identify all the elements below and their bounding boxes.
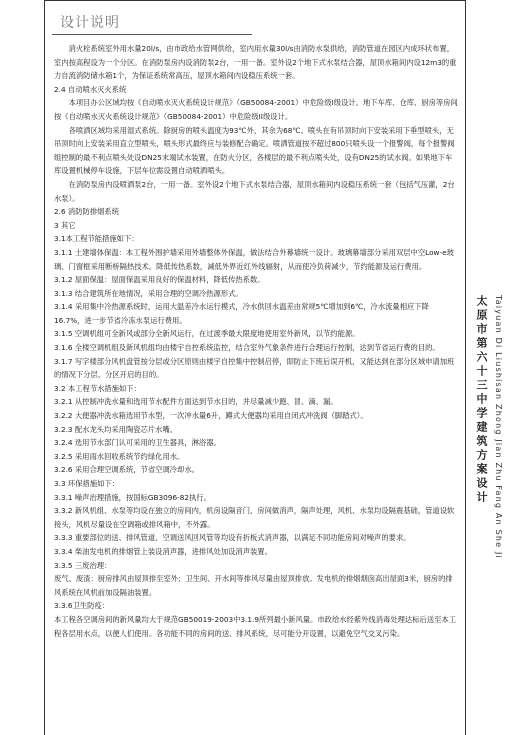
paragraph: 3.1.2 屋面保温：屋面保温采用良好的保温材料，降低传热系数。: [54, 275, 265, 285]
paragraph: 本工程各空调房间的新风量均大于规范GB50019-2003中3.1.9所列最小新风量。市政给水经紫外线消毒处理达标后送至本工程各层用水点，以便人们使用。各功能不同的房间的送、排风系统，尽可能分开设置，以避免空气交叉污染。: [54, 614, 456, 638]
paragraph: 消火栓系统室外用水量20l/s，由市政给水管网供给，室内用水量30l/s由消防水泵供给，消防管道在园区内成环状布置，室内按高程设为一个分区。在消防泵房内设消防泵2台，一用一备。室外设2个地下式水泵结合器，屋顶水箱间内设12m3的重力自流消防储水箱1个，为保证系统常高压，屋顶水箱间内设稳压系统一套。: [54, 44, 457, 81]
paragraph: 3 其它: [54, 220, 76, 230]
paragraph: 本项目办公区域均按《自动喷水灭火系统设计规范》（GB50084-2001）中危险级I级设计。地下车库、仓库、厨房等房间按《自动喷水灭火系统设计规范》（GB50084-2001）中危险级II级设计。: [54, 98, 458, 121]
paragraph: 3.2.2 大便器冲洗水箱选用节水型，一次冲水量6升，蹲式大便器均采用自闭式冲洗阀（脚踏式）。: [54, 411, 368, 421]
frame-left-line: [44, 0, 45, 735]
frame-top-line: [44, 0, 465, 1]
paragraph: 3.1.6 全楼空调机组及新风机组均由楼宇自控系统监控，结合室外气象条件进行合理运行控制，达到节省运行费的目的。: [54, 343, 440, 353]
paragraph: 3.2.4 选用节水部门认可采用的卫生器具，淋浴器。: [54, 438, 221, 448]
frame-right-line: [465, 0, 466, 735]
paragraph: 3.2.5 采用雨水回收系统节约绿化用水。: [54, 451, 185, 461]
paragraph: 3.3.2 新风机组、水泵等均设在独立的房间内，机房设隔音门，房间做消声，隔声处理，风机、水泵均设隔震基础，管道设软接头，风机尽量设在空调箱或排风箱中，不外露。: [54, 506, 455, 529]
paragraph: 2.4 自动喷水灭火系统: [54, 84, 127, 94]
paragraph: 各喷洒区域均采用湿式系统。除厨房的喷头温度为93℃外，其余为68℃。喷头在有吊顶时向下安装采用下垂型喷头，无吊顶时向上安装采用直立型喷头，喷头形式最终应与装修配合确定。喷洒管道按不超过800只喷头设一个报警阀，每个报警阀组控制的最不利点喷头处设DN25末端试水装置，在防火分区，各楼层的最不利点喷头处，设有DN25的试水阀。如果地下车库设置机械停车设施，下层车位需设置自动喷洒喷头。: [54, 125, 455, 176]
paragraph: 3.2.3 配水龙头均采用陶瓷芯片水嘴。: [54, 424, 178, 434]
paragraph: 3.2 本工程节水措施如下：: [54, 383, 141, 393]
paragraph: 3.1.5 空调机组可全新风或部分全新风运行，在过渡季最大限度地使用室外新风，以节约能源。: [54, 329, 360, 339]
paragraph: 3.1本工程节能措施如下：: [54, 234, 139, 244]
paragraph: 3.1.7 写字楼部分风机盘管按分层或分区原则由楼宇自控集中控制启停，即防止下班后误开机，又能达到在部分区域申请加班的情况下分层、分区开启的目的。: [54, 356, 455, 380]
paragraph: 3.3.5 三废治理：: [54, 560, 112, 570]
paragraph: 2.6 消防防排烟系统: [54, 207, 120, 217]
paragraph: 3.3.1 噪声治理措施，按国标GB3096-82执行。: [54, 492, 211, 502]
paragraph: 3.2.6 采用合理空调系统，节省空调冷却水。: [54, 465, 199, 475]
paragraph: 3.1.1 土建墙体保温：本工程外围护墙采用外墙整体外保温，做法结合外幕墙统一设计。玻璃幕墙部分采用双层中空Low-e玻璃、门窗框采用断桥隔热技术。降低传热系数，减低外界近红外线辐射，从而使冷负荷减少，节约能源及运行费用。: [54, 247, 454, 271]
paragraph: 废气、废渣：厨房排风由屋顶排至室外；卫生间、开水间等排风尽量由屋顶排放。发电机的排烟烟囱高出屋面3米，厨房的排风系统在风机前加设隔油装置。: [54, 574, 453, 597]
section-header: [52, 8, 252, 35]
paragraph: 3.1.4 采用集中冷热源系统时，运用大温差冷水运行模式，冷水供回水温差由常规5℃增加到6℃，冷水流量相应下降16.7%，进一步节省冷冻水泵运行费用。: [54, 302, 429, 325]
paragraph: 在消防泵房内设喷洒泵2台，一用一备。室外设2个地下式水泵结合器，屋顶水箱间内设稳压系统一套（包括气压灌，2台水泵）。: [54, 179, 455, 203]
page-title: 设计说明: [60, 15, 120, 31]
paragraph: 3.3.4 柴油发电机的排烟管上装设消声器，进排风处加设消声装置。: [54, 546, 272, 556]
document-body: [54, 42, 458, 640]
paragraph: 3.1.3 结合建筑所在地情况，采用合理的空调冷热源形式。: [54, 288, 243, 298]
paragraph: 3.3.3 重要部位的送、排风管道、空调送风回风管等均设有折板式消声器，以满足不同功能房间对噪声的要求。: [54, 533, 411, 543]
project-title-vertical: 太原市第六十三中学建筑方案设计: [475, 295, 488, 505]
project-pinyin-vertical: Taiyuan Di Liushisan Zhong Jian Zhu Fang An She Ji: [494, 295, 503, 559]
paragraph: 3.2.1 从控制冲洗水量和选用节水配件方面达到节水目的，并尽量减少跑、冒、滴、漏。: [54, 397, 338, 407]
paragraph: 3.3.6卫生防疫：: [54, 601, 110, 611]
paragraph: 3.3 环保措施如下：: [54, 479, 120, 488]
